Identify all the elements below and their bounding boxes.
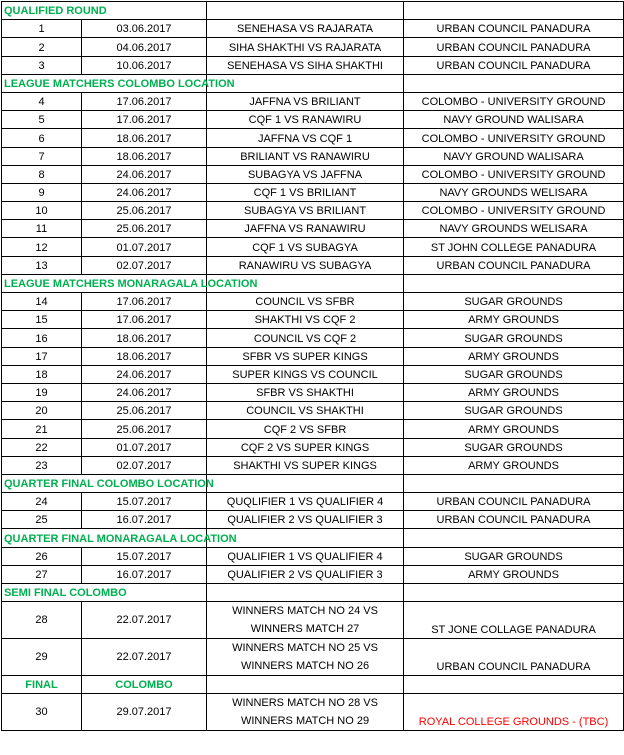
blank-cell xyxy=(207,474,404,492)
match-row xyxy=(2,438,624,456)
match-teams: CQF 2 VS SUPER KINGS xyxy=(207,438,404,456)
match-date: 17.06.2017 xyxy=(82,92,207,110)
match-date: 15.07.2017 xyxy=(82,547,207,565)
match-date: 22.07.2017 xyxy=(82,602,207,639)
match-date: 15.07.2017 xyxy=(82,493,207,511)
match-number: 27 xyxy=(2,565,82,583)
match-teams: QUALIFIER 1 VS QUALIFIER 4 xyxy=(207,547,404,565)
match-venue: SUGAR GROUNDS xyxy=(404,329,624,347)
match-date: 01.07.2017 xyxy=(82,438,207,456)
match-date: 18.06.2017 xyxy=(82,147,207,165)
blank-cell xyxy=(207,676,404,694)
match-number: 18 xyxy=(2,365,82,383)
match-date: 24.06.2017 xyxy=(82,383,207,401)
match-venue: SUGAR GROUNDS xyxy=(404,402,624,420)
match-number: 22 xyxy=(2,438,82,456)
match-teams: CQF 1 VS RANAWIRU xyxy=(207,111,404,129)
blank-cell xyxy=(404,529,624,547)
match-number: 15 xyxy=(2,311,82,329)
match-venue: SUGAR GROUNDS xyxy=(404,547,624,565)
match-teams: CQF 1 VS BRILIANT xyxy=(207,183,404,201)
match-venue: SUGAR GROUNDS xyxy=(404,293,624,311)
match-teams: JAFFNA VS CQF 1 xyxy=(207,129,404,147)
match-number: 11 xyxy=(2,220,82,238)
match-number: 19 xyxy=(2,383,82,401)
match-teams: JAFFNA VS BRILIANT xyxy=(207,92,404,110)
match-row xyxy=(2,511,624,529)
match-teams: SFBR VS SHAKTHI xyxy=(207,383,404,401)
match-venue: ARMY GROUNDS xyxy=(404,347,624,365)
match-number: 10 xyxy=(2,202,82,220)
match-row xyxy=(2,20,624,38)
match-number: 30 xyxy=(2,694,82,731)
match-row xyxy=(2,202,624,220)
match-teams: SUPER KINGS VS COUNCIL xyxy=(207,365,404,383)
section-title: SEMI FINAL COLOMBO xyxy=(2,584,207,602)
match-number: 25 xyxy=(2,511,82,529)
section-header-row xyxy=(2,584,624,602)
match-number: 7 xyxy=(2,147,82,165)
match-number: 4 xyxy=(2,92,82,110)
match-date: 04.06.2017 xyxy=(82,38,207,56)
match-venue: SUGAR GROUNDS xyxy=(404,365,624,383)
match-row xyxy=(2,92,624,110)
match-date: 25.06.2017 xyxy=(82,420,207,438)
match-number: 14 xyxy=(2,293,82,311)
match-venue: COLOMBO - UNIVERSITY GROUND xyxy=(404,202,624,220)
fixture-body xyxy=(2,2,624,731)
match-venue: ARMY GROUNDS xyxy=(404,420,624,438)
match-venue: ARMY GROUNDS xyxy=(404,311,624,329)
match-date: 01.07.2017 xyxy=(82,238,207,256)
section-title: QUALIFIED ROUND xyxy=(2,2,207,20)
section-header-row xyxy=(2,474,624,492)
match-date: 16.07.2017 xyxy=(82,565,207,583)
match-row xyxy=(2,365,624,383)
match-row xyxy=(2,639,624,676)
match-number: 5 xyxy=(2,111,82,129)
match-row xyxy=(2,165,624,183)
match-number: 28 xyxy=(2,602,82,639)
match-venue: ROYAL COLLEGE GROUNDS - (TBC) xyxy=(404,694,624,731)
match-venue: COLOMBO - UNIVERSITY GROUND xyxy=(404,165,624,183)
match-venue: URBAN COUNCIL PANADURA xyxy=(404,38,624,56)
match-row xyxy=(2,311,624,329)
match-row xyxy=(2,493,624,511)
fixture-table xyxy=(1,1,624,731)
match-teams: COUNCIL VS SFBR xyxy=(207,293,404,311)
match-row xyxy=(2,56,624,74)
match-number: 8 xyxy=(2,165,82,183)
match-venue: ARMY GROUNDS xyxy=(404,383,624,401)
match-venue: URBAN COUNCIL PANADURA xyxy=(404,493,624,511)
match-row xyxy=(2,383,624,401)
match-teams: COUNCIL VS CQF 2 xyxy=(207,329,404,347)
match-row xyxy=(2,147,624,165)
match-row xyxy=(2,111,624,129)
section-header-row xyxy=(2,274,624,292)
match-number: 16 xyxy=(2,329,82,347)
match-number: 23 xyxy=(2,456,82,474)
match-teams: WINNERS MATCH NO 25 VS WINNERS MATCH NO 26 xyxy=(207,639,404,676)
section-title: QUARTER FINAL MONARAGALA LOCATION xyxy=(2,529,207,547)
match-date: 02.07.2017 xyxy=(82,456,207,474)
match-venue: NAVY GROUNDS WELISARA xyxy=(404,220,624,238)
section-header-row xyxy=(2,2,624,20)
match-teams: RANAWIRU VS SUBAGYA xyxy=(207,256,404,274)
match-venue: ARMY GROUNDS xyxy=(404,565,624,583)
match-date: 24.06.2017 xyxy=(82,165,207,183)
match-venue: URBAN COUNCIL PANADURA xyxy=(404,56,624,74)
match-date: 18.06.2017 xyxy=(82,329,207,347)
match-teams: SENEHASA VS RAJARATA xyxy=(207,20,404,38)
match-number: 9 xyxy=(2,183,82,201)
match-venue: ST JOHN COLLEGE PANADURA xyxy=(404,238,624,256)
match-number: 24 xyxy=(2,493,82,511)
match-date: 17.06.2017 xyxy=(82,311,207,329)
match-teams: QUQLIFIER 1 VS QUALIFIER 4 xyxy=(207,493,404,511)
match-teams: BRILIANT VS RANAWIRU xyxy=(207,147,404,165)
match-row xyxy=(2,183,624,201)
match-number: 26 xyxy=(2,547,82,565)
match-date: 18.06.2017 xyxy=(82,129,207,147)
match-date: 10.06.2017 xyxy=(82,56,207,74)
match-row xyxy=(2,256,624,274)
match-date: 24.06.2017 xyxy=(82,183,207,201)
match-venue: NAVY GROUND WALISARA xyxy=(404,147,624,165)
match-teams: CQF 2 VS SFBR xyxy=(207,420,404,438)
match-date: 29.07.2017 xyxy=(82,694,207,731)
final-header-row xyxy=(2,676,624,694)
match-teams: SENEHASA VS SIHA SHAKTHI xyxy=(207,56,404,74)
match-date: 16.07.2017 xyxy=(82,511,207,529)
match-teams: COUNCIL VS SHAKTHI xyxy=(207,402,404,420)
match-number: 6 xyxy=(2,129,82,147)
match-teams: SHAKTHI VS CQF 2 xyxy=(207,311,404,329)
match-date: 25.06.2017 xyxy=(82,220,207,238)
match-venue: URBAN COUNCIL PANADURA xyxy=(404,256,624,274)
section-title: QUARTER FINAL COLOMBO LOCATION xyxy=(2,474,207,492)
match-date: 02.07.2017 xyxy=(82,256,207,274)
match-date: 22.07.2017 xyxy=(82,639,207,676)
section-header-row xyxy=(2,529,624,547)
final-match-row xyxy=(2,694,624,731)
match-teams: JAFFNA VS RANAWIRU xyxy=(207,220,404,238)
match-row xyxy=(2,129,624,147)
final-location: COLOMBO xyxy=(82,676,207,694)
match-row xyxy=(2,238,624,256)
match-number: 3 xyxy=(2,56,82,74)
match-row xyxy=(2,293,624,311)
match-date: 03.06.2017 xyxy=(82,20,207,38)
match-teams: WINNERS MATCH NO 24 VS WINNERS MATCH 27 xyxy=(207,602,404,639)
match-row xyxy=(2,420,624,438)
match-venue: URBAN COUNCIL PANADURA xyxy=(404,639,624,676)
match-row xyxy=(2,38,624,56)
match-venue: COLOMBO - UNIVERSITY GROUND xyxy=(404,92,624,110)
match-venue: SUGAR GROUNDS xyxy=(404,438,624,456)
match-teams: CQF 1 VS SUBAGYA xyxy=(207,238,404,256)
section-header-row xyxy=(2,74,624,92)
match-date: 17.06.2017 xyxy=(82,293,207,311)
match-venue: NAVY GROUNDS WELISARA xyxy=(404,183,624,201)
blank-cell xyxy=(404,2,624,20)
blank-cell xyxy=(404,74,624,92)
match-date: 25.06.2017 xyxy=(82,202,207,220)
final-label: FINAL xyxy=(2,676,82,694)
blank-cell xyxy=(207,74,404,92)
match-number: 1 xyxy=(2,20,82,38)
match-date: 18.06.2017 xyxy=(82,347,207,365)
match-number: 29 xyxy=(2,639,82,676)
match-row xyxy=(2,329,624,347)
match-teams: SHAKTHI VS SUPER KINGS xyxy=(207,456,404,474)
match-row xyxy=(2,220,624,238)
match-teams: QUALIFIER 2 VS QUALIFIER 3 xyxy=(207,511,404,529)
match-venue: URBAN COUNCIL PANADURA xyxy=(404,511,624,529)
match-row xyxy=(2,602,624,639)
match-row xyxy=(2,547,624,565)
match-row xyxy=(2,402,624,420)
match-number: 17 xyxy=(2,347,82,365)
match-teams: QUALIFIER 2 VS QUALIFIER 3 xyxy=(207,565,404,583)
match-number: 21 xyxy=(2,420,82,438)
section-title: LEAGUE MATCHERS MONARAGALA LOCATION xyxy=(2,274,207,292)
blank-cell xyxy=(207,584,404,602)
match-number: 12 xyxy=(2,238,82,256)
match-venue: COLOMBO - UNIVERSITY GROUND xyxy=(404,129,624,147)
match-date: 17.06.2017 xyxy=(82,111,207,129)
blank-cell xyxy=(404,584,624,602)
match-venue: NAVY GROUND WALISARA xyxy=(404,111,624,129)
match-row xyxy=(2,456,624,474)
match-teams: SIHA SHAKTHI VS RAJARATA xyxy=(207,38,404,56)
blank-cell xyxy=(404,676,624,694)
match-number: 2 xyxy=(2,38,82,56)
section-title: LEAGUE MATCHERS COLOMBO LOCATION xyxy=(2,74,207,92)
match-teams: WINNERS MATCH NO 28 VS WINNERS MATCH NO 29 xyxy=(207,694,404,731)
match-date: 24.06.2017 xyxy=(82,365,207,383)
match-teams: SUBAGYA VS JAFFNA xyxy=(207,165,404,183)
match-row xyxy=(2,565,624,583)
match-date: 25.06.2017 xyxy=(82,402,207,420)
blank-cell xyxy=(404,274,624,292)
match-venue: ST JONE COLLAGE PANADURA xyxy=(404,602,624,639)
blank-cell xyxy=(207,2,404,20)
match-row xyxy=(2,347,624,365)
match-number: 13 xyxy=(2,256,82,274)
match-number: 20 xyxy=(2,402,82,420)
match-teams: SUBAGYA VS BRILIANT xyxy=(207,202,404,220)
match-venue: URBAN COUNCIL PANADURA xyxy=(404,20,624,38)
match-venue: ARMY GROUNDS xyxy=(404,456,624,474)
match-teams: SFBR VS SUPER KINGS xyxy=(207,347,404,365)
blank-cell xyxy=(404,474,624,492)
